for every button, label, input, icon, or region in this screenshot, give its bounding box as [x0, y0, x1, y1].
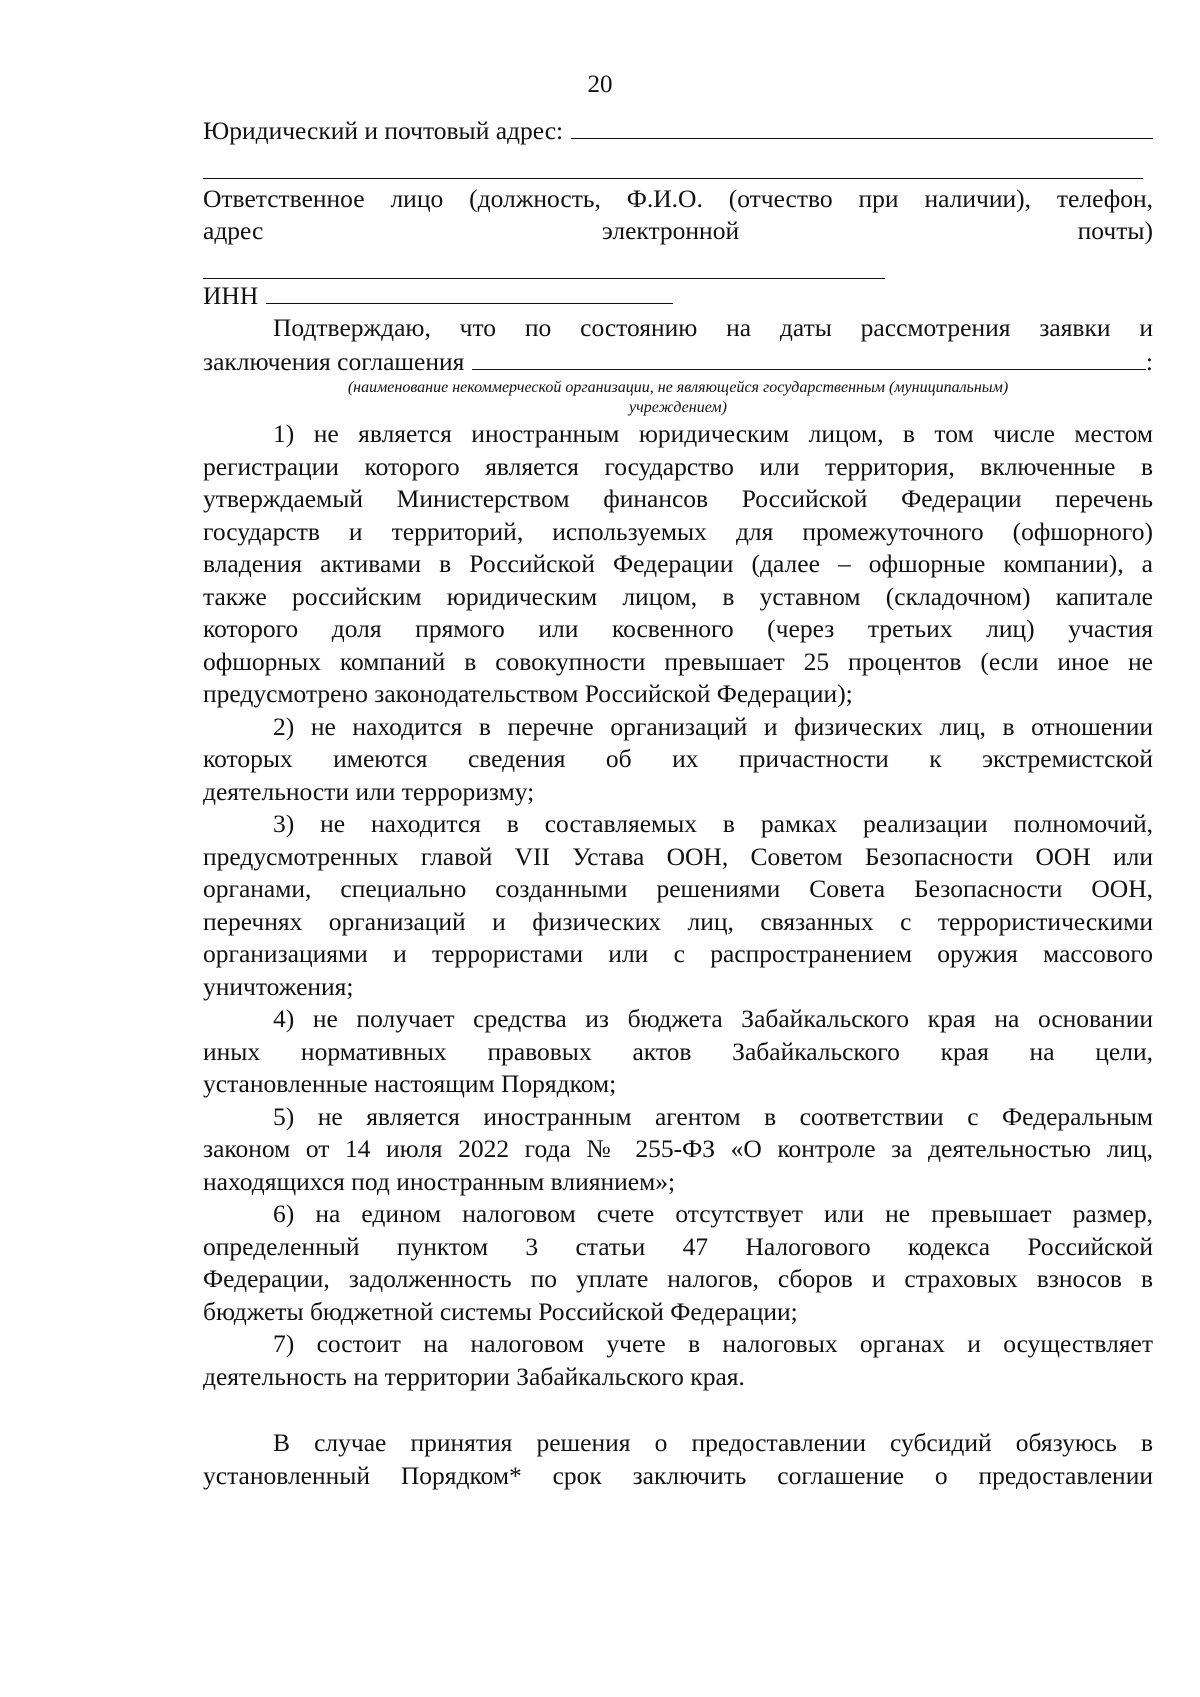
condition-line: предусмотрено законодательством Российской Федерации);: [203, 679, 853, 708]
condition-line: установленные настоящим Порядком;: [203, 1069, 617, 1098]
responsible-person-line-1: Ответственное лицо (должность, Ф.И.О. (отчество при наличии), телефон,: [203, 183, 1153, 213]
condition-line: законом от 14 июля 2022 года № 255-ФЗ «О контроле за деятельностью лиц,: [203, 1134, 1153, 1163]
condition-line: 1) не является иностранным юридическим лицом, в том числе местом: [273, 419, 1153, 448]
condition-item: [203, 808, 1153, 1003]
inn-row: [203, 279, 673, 313]
final-line-1: В случае принятия решения о предоставлении субсидий обязуюсь в: [273, 1428, 1153, 1457]
condition-line: которого доля прямого или косвенного (через третьих лиц) участия: [203, 614, 1153, 643]
inn-blank-line[interactable]: [266, 279, 673, 304]
confirm-line-1: Подтверждаю, что по состоянию на даты рассмотрения заявки и: [273, 313, 1153, 342]
condition-line: также российским юридическим лицом, в уставном (складочном) капитале: [203, 581, 1153, 611]
condition-item: [203, 1003, 1153, 1101]
conditions-list: [203, 418, 1153, 1393]
address-label: Юридический и почтовый адрес:: [203, 116, 564, 145]
condition-item: [203, 1101, 1153, 1199]
condition-line: органами, специально созданными решениями Совета Безопасности ООН,: [203, 874, 1153, 903]
inn-label: ИНН: [203, 280, 259, 310]
condition-line: Федерации, задолженность по уплате налогов, сборов и страховых взносов в: [203, 1264, 1153, 1293]
address-blank-line[interactable]: [571, 114, 1153, 139]
condition-item: [203, 1328, 1153, 1393]
condition-line: государств и территорий, используемых для промежуточного (офшорного): [203, 516, 1153, 546]
address-blank-line-2[interactable]: [203, 148, 1143, 179]
responsible-person-line-2: адрес электронной почты): [203, 216, 1153, 245]
condition-line: 7) состоит на налоговом учете в налоговых органах и осуществляет: [273, 1329, 1153, 1358]
confirm-line-2: заключения соглашения: [203, 346, 465, 376]
condition-line: офшорных компаний в совокупности превышает 25 процентов (если иное не: [203, 646, 1153, 676]
responsible-person-blank-line[interactable]: [203, 248, 885, 279]
document-body: [203, 114, 1153, 1492]
condition-line: 2) не находится в перечне организаций и физических лиц, в отношении: [273, 711, 1153, 741]
condition-item: [203, 711, 1153, 809]
condition-line: деятельность на территории Забайкальского края.: [203, 1361, 745, 1391]
condition-line: деятельности или терроризму;: [203, 776, 535, 806]
condition-line: определенный пунктом 3 статьи 47 Налогового кодекса Российской: [203, 1231, 1153, 1261]
condition-line: 3) не находится в составляемых в рамках реализации полномочий,: [273, 809, 1153, 838]
page-number: 20: [587, 71, 613, 98]
condition-item: [203, 418, 1153, 711]
condition-line: которых имеются сведения об их причастности к экстремистской: [203, 744, 1153, 773]
caption-line-1: (наименование некоммерческой организации, не являющейся государственным (муниципальным): [347, 379, 1009, 396]
condition-line: 6) на едином налоговом счете отсутствует или не превышает размер,: [273, 1199, 1153, 1228]
address-row: [203, 114, 1153, 148]
condition-line: предусмотренных главой VII Устава ООН, Советом Безопасности ООН или: [203, 841, 1153, 871]
condition-line: владения активами в Российской Федерации (далее – офшорные компании), а: [203, 549, 1153, 578]
confirm-colon: :: [1145, 346, 1153, 376]
condition-line: уничтожения;: [203, 971, 354, 1001]
organization-name-blank-line[interactable]: [472, 345, 1146, 370]
condition-line: регистрации которого является государство или территория, включенные в: [203, 451, 1153, 481]
confirm-row-2: [203, 345, 1153, 379]
condition-line: перечнях организаций и физических лиц, связанных с террористическими: [203, 906, 1153, 936]
condition-line: иных нормативных правовых актов Забайкальского края на цели,: [203, 1036, 1153, 1066]
spacer: [203, 1393, 1153, 1427]
final-line-2: установленный Порядком* срок заключить соглашение о предоставлении: [203, 1460, 1153, 1490]
condition-line: 5) не является иностранным агентом в соответствии с Федеральным: [273, 1101, 1153, 1131]
condition-line: находящихся под иностранным влиянием»;: [203, 1166, 676, 1196]
condition-line: бюджеты бюджетной системы Российской Федерации;: [203, 1296, 798, 1326]
condition-line: 4) не получает средства из бюджета Забайкальского края на основании: [273, 1004, 1153, 1033]
condition-line: утверждаемый Министерством финансов Российской Федерации перечень: [203, 484, 1153, 513]
caption-line-2: учреждением): [629, 399, 727, 416]
condition-item: [203, 1198, 1153, 1328]
condition-line: организациями и террористами или с распространением оружия массового: [203, 939, 1153, 968]
